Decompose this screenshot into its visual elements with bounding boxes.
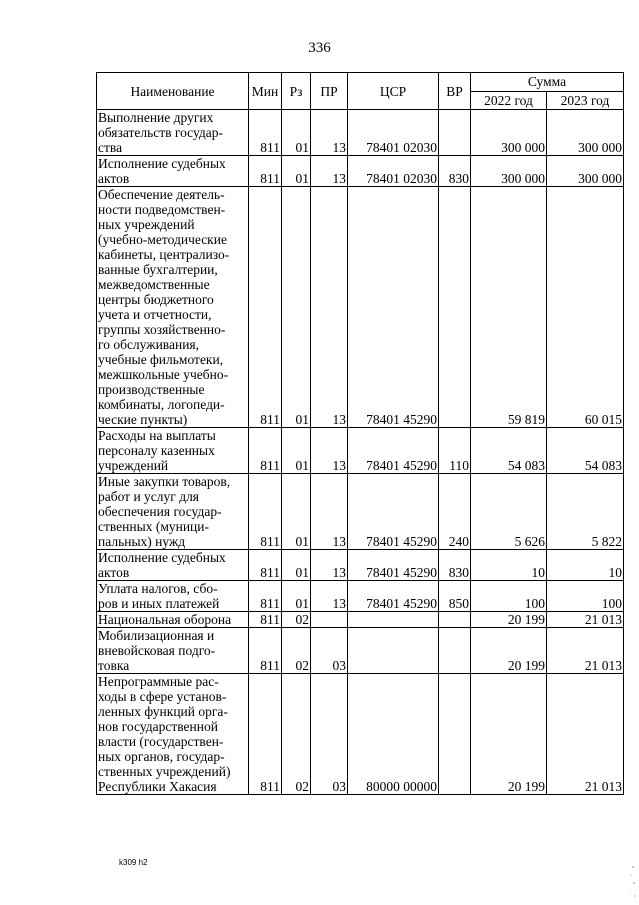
row-name-line: актов: [98, 565, 130, 580]
row-name: [97, 187, 249, 428]
row-name-line: пальных) нужд: [98, 534, 186, 549]
row-name-line: ленных функций орга-: [98, 704, 228, 719]
row-name-line: межшкольные учебно-: [98, 367, 229, 382]
row-pr: 03: [311, 628, 348, 674]
row-name-line: учебные фильмотеки,: [98, 352, 224, 367]
row-name-line: персоналу казенных: [98, 443, 215, 458]
row-name: [97, 550, 249, 581]
row-rz: 01: [282, 187, 311, 428]
row-vr: [439, 612, 471, 628]
row-amount-2022: 300 000: [471, 110, 547, 156]
row-name-line: центры бюджетного: [98, 292, 214, 307]
row-amount-2022: 59 819: [471, 187, 547, 428]
header-min: Мин: [249, 73, 282, 110]
table-row: [97, 612, 624, 628]
row-name: [97, 581, 249, 612]
row-name: [97, 428, 249, 474]
row-name-line: Обеспечение деятель-: [98, 187, 225, 202]
row-name-line: Выполнение других: [98, 110, 214, 125]
row-amount-2022: 20 199: [471, 674, 547, 795]
header-sum: Сумма: [471, 73, 624, 92]
scan-noise: [627, 861, 637, 901]
row-vr: 850: [439, 581, 471, 612]
row-vr: [439, 674, 471, 795]
header-name: Наименование: [97, 73, 249, 110]
row-min: 811: [249, 187, 282, 428]
row-name-line: власти (государствен-: [98, 734, 224, 749]
row-rz: 01: [282, 550, 311, 581]
header-rz: Рз: [282, 73, 311, 110]
row-amount-2023: 10: [547, 550, 624, 581]
row-name-line: ности подведомствен-: [98, 202, 226, 217]
row-pr: 13: [311, 550, 348, 581]
row-name-line: кабинеты, централизо-: [98, 247, 230, 262]
row-amount-2023: 300 000: [547, 110, 624, 156]
row-name-line: комбинаты, логопеди-: [98, 397, 225, 412]
row-name: [97, 674, 249, 795]
row-name-line: учета и отчетности,: [98, 307, 212, 322]
row-amount-2022: 20 199: [471, 612, 547, 628]
header-year-2023: 2023 год: [547, 91, 624, 110]
row-min: 811: [249, 428, 282, 474]
row-name-line: Исполнение судебных: [98, 550, 226, 565]
row-csr: 80000 00000: [348, 674, 439, 795]
row-rz: 01: [282, 156, 311, 187]
table-row: [97, 628, 624, 674]
row-amount-2022: 54 083: [471, 428, 547, 474]
table-body: [97, 110, 624, 795]
row-min: 811: [249, 674, 282, 795]
row-amount-2022: 5 626: [471, 474, 547, 550]
row-name-line: производственные: [98, 382, 205, 397]
budget-table: [96, 72, 624, 795]
row-pr: 13: [311, 187, 348, 428]
row-name-line: (учебно-методические: [98, 232, 227, 247]
row-pr: 13: [311, 474, 348, 550]
row-name-line: вневойсковая подго-: [98, 643, 216, 658]
row-vr: 240: [439, 474, 471, 550]
row-amount-2022: 10: [471, 550, 547, 581]
row-name-line: ванные бухгалтерии,: [98, 262, 218, 277]
table-row: [97, 187, 624, 428]
row-min: 811: [249, 156, 282, 187]
row-name-line: товка: [98, 658, 130, 673]
row-pr: 13: [311, 428, 348, 474]
row-vr: [439, 110, 471, 156]
row-name-line: нов государственной: [98, 719, 218, 734]
table-row: [97, 474, 624, 550]
row-amount-2023: 21 013: [547, 628, 624, 674]
row-name-line: ческие пункты): [98, 412, 188, 427]
row-name-line: ходы в сфере установ-: [98, 689, 227, 704]
row-name-line: учреждений: [98, 458, 169, 473]
row-rz: 01: [282, 474, 311, 550]
row-pr: 13: [311, 110, 348, 156]
row-csr: 78401 45290: [348, 581, 439, 612]
row-min: 811: [249, 110, 282, 156]
row-pr: [311, 612, 348, 628]
row-amount-2022: 100: [471, 581, 547, 612]
table-row: [97, 674, 624, 795]
row-csr: 78401 02030: [348, 110, 439, 156]
row-vr: [439, 628, 471, 674]
header-vr: ВР: [439, 73, 471, 110]
footer-code: k309 h2: [119, 858, 148, 867]
row-name-line: Национальная оборона: [98, 612, 232, 627]
row-name: [97, 628, 249, 674]
row-min: 811: [249, 612, 282, 628]
row-name-line: ров и иных платежей: [98, 596, 220, 611]
row-pr: 13: [311, 581, 348, 612]
row-rz: 01: [282, 428, 311, 474]
row-rz: 01: [282, 581, 311, 612]
row-pr: 03: [311, 674, 348, 795]
row-name-line: Иные закупки товаров,: [98, 474, 231, 489]
row-amount-2022: 300 000: [471, 156, 547, 187]
row-name-line: Мобилизационная и: [98, 628, 215, 643]
row-name-line: ных органов, государ-: [98, 749, 225, 764]
row-name-line: Республики Хакасия: [98, 779, 217, 794]
table-row: [97, 428, 624, 474]
row-rz: 02: [282, 612, 311, 628]
row-vr: 110: [439, 428, 471, 474]
row-rz: 02: [282, 674, 311, 795]
row-vr: [439, 187, 471, 428]
row-name-line: Исполнение судебных: [98, 156, 226, 171]
row-csr: [348, 612, 439, 628]
row-amount-2023: 300 000: [547, 156, 624, 187]
row-min: 811: [249, 550, 282, 581]
row-rz: 01: [282, 110, 311, 156]
row-csr: [348, 628, 439, 674]
row-min: 811: [249, 628, 282, 674]
row-csr: 78401 45290: [348, 474, 439, 550]
row-vr: 830: [439, 156, 471, 187]
row-name-line: ственных (муници-: [98, 519, 210, 534]
row-pr: 13: [311, 156, 348, 187]
header-pr: ПР: [311, 73, 348, 110]
row-name-line: обязательств государ-: [98, 125, 224, 140]
row-name-line: ных учреждений: [98, 217, 195, 232]
row-name-line: работ и услуг для: [98, 489, 200, 504]
row-name-line: ства: [98, 140, 123, 155]
row-amount-2023: 5 822: [547, 474, 624, 550]
row-csr: 78401 45290: [348, 187, 439, 428]
row-min: 811: [249, 474, 282, 550]
row-amount-2022: 20 199: [471, 628, 547, 674]
table-row: [97, 110, 624, 156]
row-name: [97, 474, 249, 550]
row-name-line: обеспечения государ-: [98, 504, 222, 519]
page-number: 336: [308, 40, 331, 56]
row-name: [97, 110, 249, 156]
row-name-line: го обслуживания,: [98, 337, 200, 352]
row-amount-2023: 100: [547, 581, 624, 612]
row-name-line: группы хозяйственно-: [98, 322, 226, 337]
row-name: [97, 612, 249, 628]
row-csr: 78401 45290: [348, 428, 439, 474]
row-amount-2023: 21 013: [547, 612, 624, 628]
row-min: 811: [249, 581, 282, 612]
row-amount-2023: 54 083: [547, 428, 624, 474]
row-rz: 02: [282, 628, 311, 674]
row-name-line: Уплата налогов, сбо-: [98, 581, 218, 596]
header-year-2022: 2022 год: [471, 91, 547, 110]
row-amount-2023: 21 013: [547, 674, 624, 795]
row-name-line: актов: [98, 171, 130, 186]
row-csr: 78401 02030: [348, 156, 439, 187]
row-name: [97, 156, 249, 187]
row-amount-2023: 60 015: [547, 187, 624, 428]
table-row: [97, 156, 624, 187]
table-row: [97, 550, 624, 581]
table-header: [97, 73, 624, 110]
row-name-line: Непрограммные рас-: [98, 674, 219, 689]
row-csr: 78401 45290: [348, 550, 439, 581]
table-row: [97, 581, 624, 612]
header-csr: ЦСР: [348, 73, 439, 110]
row-name-line: ственных учреждений): [98, 764, 231, 779]
row-name-line: Расходы на выплаты: [98, 428, 216, 443]
row-name-line: межведомственные: [98, 277, 210, 292]
row-vr: 830: [439, 550, 471, 581]
